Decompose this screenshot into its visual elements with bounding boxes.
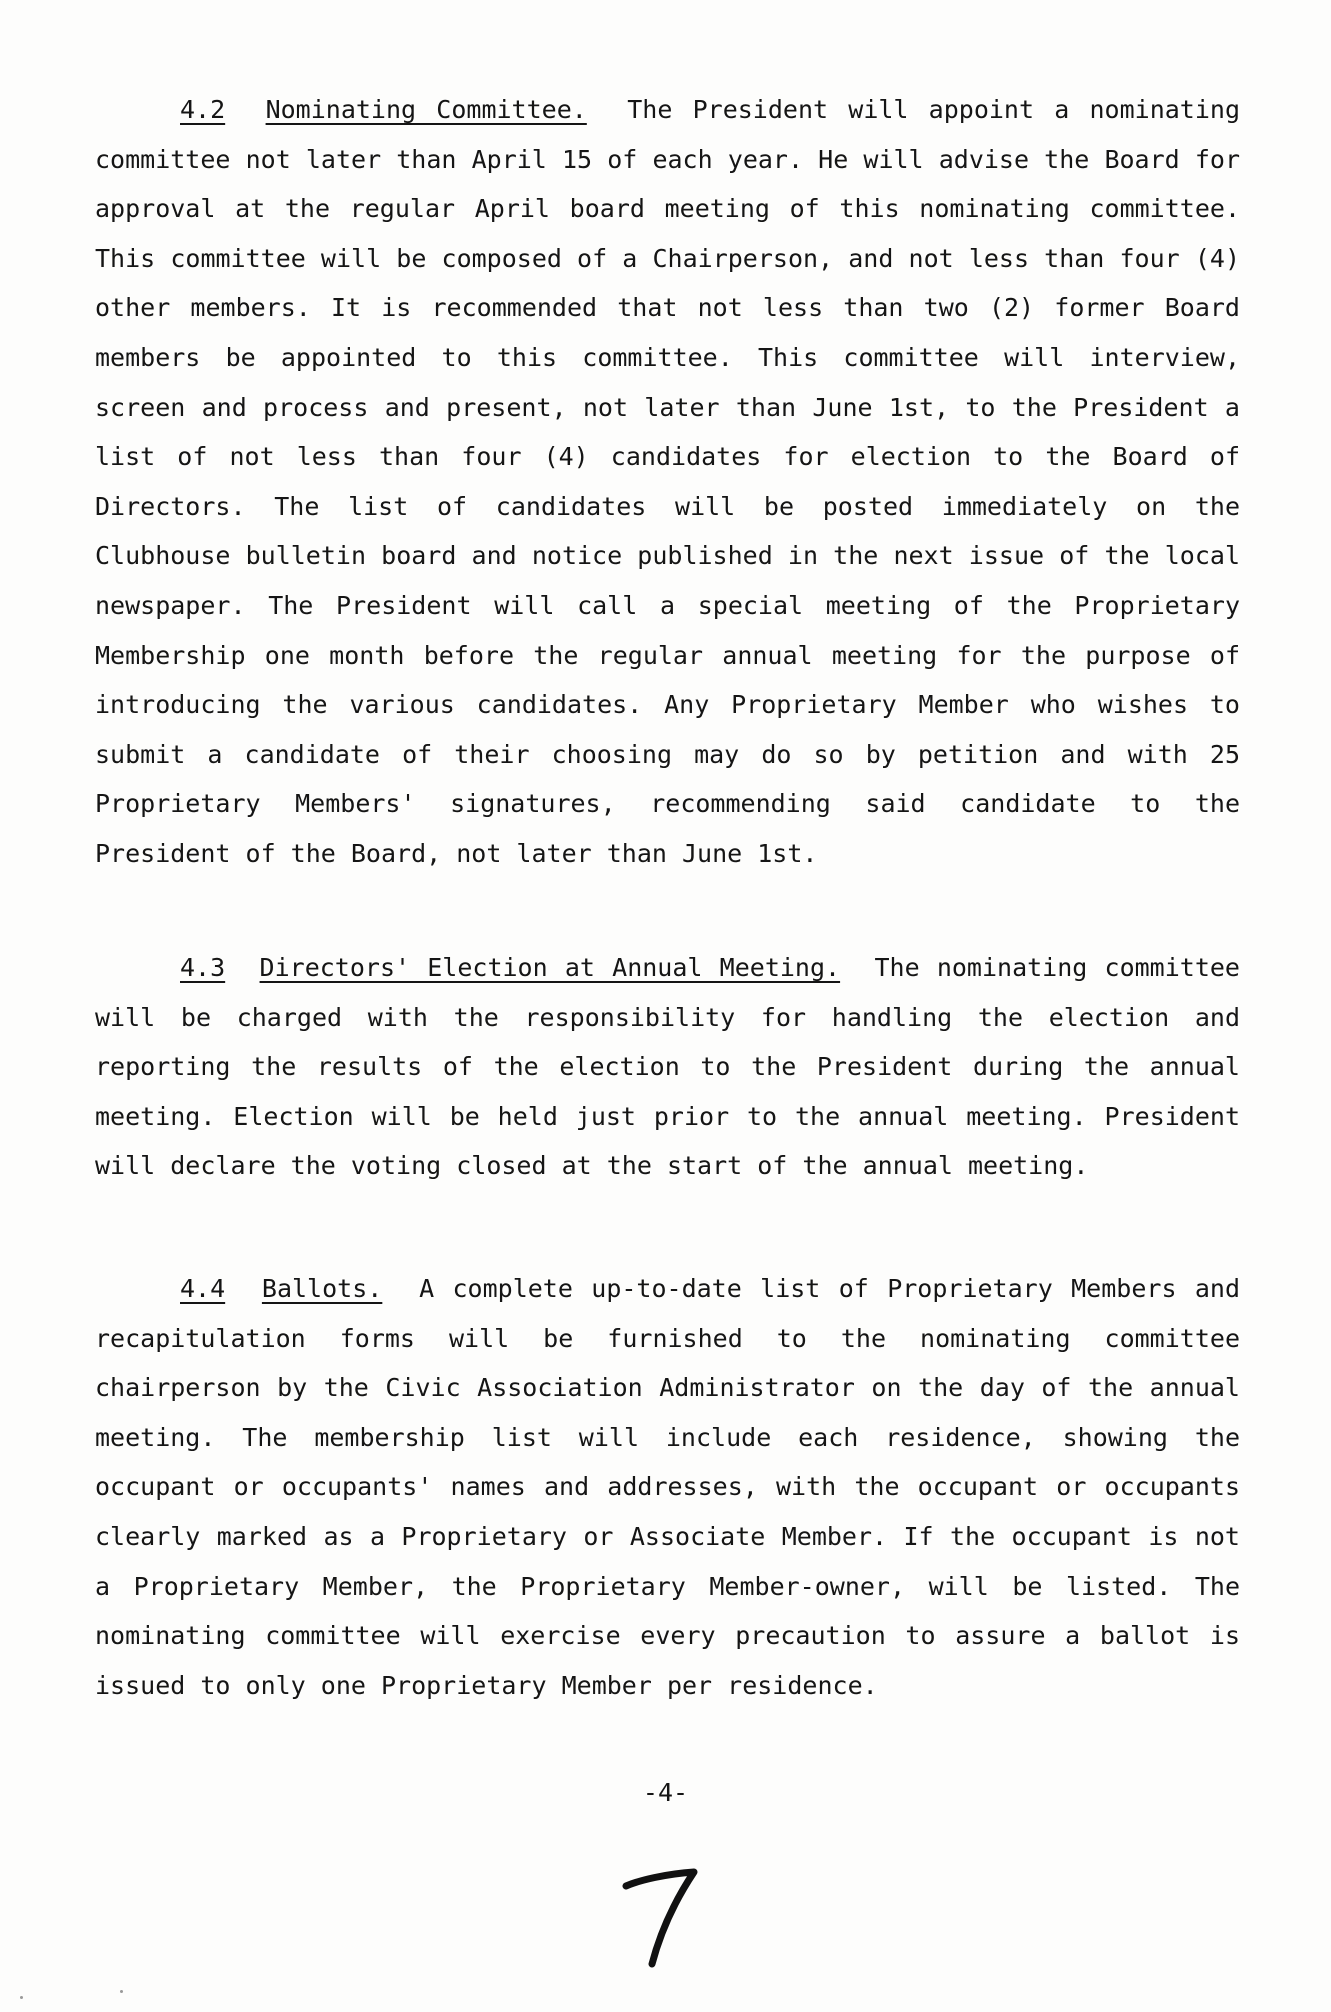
section-heading: Directors' Election at Annual Meeting. xyxy=(259,953,841,982)
section-heading: Ballots. xyxy=(261,1274,383,1303)
section-4-2 xyxy=(95,85,1240,879)
page-number: -4- xyxy=(642,1778,689,1807)
section-body: A complete up-to-date list of Proprietary Members and recapitulation forms will be furnished to the nominating committee chairperson by the Civic Association Administrator on the day of the annual meeting. The membership list will include each residence, showing the occupant or occupants' names and addresses, with the occupant or occupants clearly marked as a Proprietary or Associate Member. If the occupant is not a Proprietary Member, the Proprietary Member-owner, will be listed. The nominating committee will exercise every precaution to assure a ballot is issued to only one Proprietary Member per residence. xyxy=(95,1274,1241,1700)
section-number: 4.2 xyxy=(180,95,226,124)
section-4-4 xyxy=(95,1264,1240,1710)
section-body: The President will appoint a nominating committee not later than April 15 of each year. He will advise the Board for approval at the regular April board meeting of this nominating committee. This committee will be composed of a Chairperson, and not less than four (4) other members. It is recommended that not less than two (2) former Board members be appointed to this committee. This committee will interview, screen and process and present, not later than June 1st, to the President a list of not less than four (4) candidates for election to the Board of Directors. The list of candidates will be posted immediately on the Clubhouse bulletin board and notice published in the next issue of the local newspaper. The President will call a special meeting of the Proprietary Membership one month before the regular annual meeting for the purpose of introducing the various candidates. Any Proprietary Member who wishes to submit a candidate of their choosing may do so by petition and with 25 Proprietary Members' signatures, recommending said candidate to the President of the Board, not later than June 1st. xyxy=(95,95,1241,868)
scan-speck xyxy=(20,1996,23,1999)
section-heading: Nominating Committee. xyxy=(265,95,587,124)
handwritten-page-mark xyxy=(620,1866,700,1970)
section-body: The nominating committee will be charged with the responsibility for handling the election and reporting the results of the election to the President during the annual meeting. Election will be held just prior to the annual meeting. President will declare the voting closed at the start of the annual meeting. xyxy=(95,953,1240,1181)
section-number: 4.4 xyxy=(180,1274,226,1303)
section-number: 4.3 xyxy=(180,953,226,982)
scan-speck xyxy=(120,1990,123,1993)
section-4-3 xyxy=(95,943,1240,1191)
